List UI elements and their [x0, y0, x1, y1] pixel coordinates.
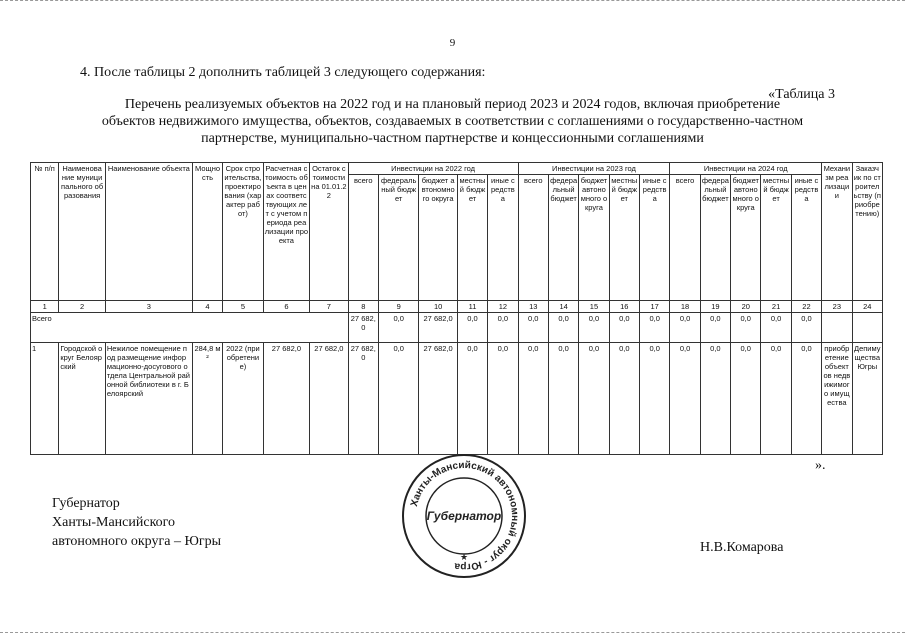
row-cell: 0,0	[639, 343, 669, 455]
group-2023-header: Инвестиции на 2023 год	[518, 163, 670, 175]
row-cell: Депимущества Югры	[852, 343, 883, 455]
sub-2023-local: местный бюджет	[609, 175, 639, 301]
row-cell: 27 682,0	[310, 343, 348, 455]
col-number: 14	[548, 301, 578, 313]
col-number: 19	[700, 301, 730, 313]
total-label: Всего	[31, 313, 349, 343]
top-scan-line	[0, 0, 905, 7]
col-num-header: № п/п	[31, 163, 59, 301]
title-line-1: Перечень реализуемых объектов на 2022 год и на плановый период 2023 и 2024 годов, включая приобретение	[124, 97, 781, 112]
col-term-header: Срок строительства, проектирования (характер работ)	[223, 163, 263, 301]
seal-center-text: Губернатор	[426, 509, 502, 523]
sub-2023-federal: федеральный бюджет	[548, 175, 578, 301]
objects-table	[30, 162, 883, 455]
total-cell: 0,0	[548, 313, 578, 343]
col-number: 18	[670, 301, 700, 313]
total-cell	[822, 313, 852, 343]
col-mechanism-header: Механизм реализации	[822, 163, 852, 301]
total-row	[31, 313, 883, 343]
header-row-1	[31, 163, 883, 175]
total-cell: 0,0	[700, 313, 730, 343]
col-number: 20	[731, 301, 761, 313]
col-number: 4	[192, 301, 222, 313]
row-cell: 0,0	[670, 343, 700, 455]
sub-2022-total: всего	[348, 175, 378, 301]
row-cell: 0,0	[609, 343, 639, 455]
total-cell: 0,0	[791, 313, 821, 343]
sub-2022-other: иные средства	[488, 175, 518, 301]
sub-2023-other: иные средства	[639, 175, 669, 301]
col-number: 5	[223, 301, 263, 313]
governor-line-1: Губернатор	[52, 496, 120, 511]
row-cell: 1	[31, 343, 59, 455]
col-number: 11	[457, 301, 487, 313]
row-cell: 0,0	[457, 343, 487, 455]
title-line-3: партнерстве, муниципально-частном партнерстве и концессионными соглашениями	[201, 131, 704, 146]
group-2022-header: Инвестиции на 2022 год	[348, 163, 518, 175]
sub-2024-federal: федеральный бюджет	[700, 175, 730, 301]
page-number: 9	[449, 37, 456, 49]
signer-name: Н.В.Комарова	[700, 540, 784, 555]
title-line-2: объектов недвижимого имущества, объектов, создаваемых в соответствии с соглашениями о государственно-частном	[101, 114, 804, 129]
row-cell: 27 682,0	[348, 343, 378, 455]
row-cell: 0,0	[488, 343, 518, 455]
sub-2023-total: всего	[518, 175, 548, 301]
row-cell: 2022 (приобретение)	[223, 343, 263, 455]
column-number-row	[31, 301, 883, 313]
col-number: 2	[59, 301, 106, 313]
row-cell: 0,0	[378, 343, 418, 455]
row-cell: 0,0	[761, 343, 791, 455]
row-cell: приобретение объектов недвижимого имущества	[822, 343, 852, 455]
governor-line-2: Ханты-Мансийского	[52, 515, 176, 530]
intro-text: 4. После таблицы 2 дополнить таблицей 3 следующего содержания:	[80, 65, 486, 80]
col-number: 16	[609, 301, 639, 313]
bottom-scan-line	[0, 632, 905, 633]
col-number: 23	[822, 301, 852, 313]
row-cell: 0,0	[731, 343, 761, 455]
col-cost-header: Расчетная стоимость объекта в ценах соответствующих лет с учетом периода реализации проекта	[263, 163, 310, 301]
seal-ring-text: Ханты-Мансийский автономный округ - Югра	[408, 459, 521, 573]
row-cell: 0,0	[579, 343, 609, 455]
total-cell: 0,0	[761, 313, 791, 343]
col-municipality-header: Наименование муниципального образования	[59, 163, 106, 301]
total-cell: 0,0	[609, 313, 639, 343]
row-cell: 0,0	[700, 343, 730, 455]
row-cell: 0,0	[791, 343, 821, 455]
col-number: 1	[31, 301, 59, 313]
total-cell: 0,0	[670, 313, 700, 343]
col-number: 6	[263, 301, 310, 313]
col-number: 24	[852, 301, 883, 313]
total-cell: 0,0	[639, 313, 669, 343]
official-seal	[400, 452, 528, 580]
total-cell: 0,0	[457, 313, 487, 343]
total-cell: 0,0	[518, 313, 548, 343]
col-number: 10	[419, 301, 457, 313]
table-row	[31, 343, 883, 455]
sub-2023-okrug: бюджет автономного округа	[579, 175, 609, 301]
col-number: 9	[378, 301, 418, 313]
col-number: 15	[579, 301, 609, 313]
sub-2022-local: местный бюджет	[457, 175, 487, 301]
total-cell: 0,0	[579, 313, 609, 343]
row-cell: Нежилое помещение под размещение информационно-досугового отдела Центральной районной библиотеки в г. Белоярский	[105, 343, 192, 455]
governor-line-3: автономного округа – Югры	[52, 534, 221, 549]
col-number: 17	[639, 301, 669, 313]
row-cell: 284,8 м²	[192, 343, 222, 455]
sub-2022-okrug: бюджет автономного округа	[419, 175, 457, 301]
total-cell: 27 682,0	[419, 313, 457, 343]
col-object-header: Наименование объекта	[105, 163, 192, 301]
total-cell: 0,0	[731, 313, 761, 343]
sub-2024-local: местный бюджет	[761, 175, 791, 301]
row-cell: Городской округ Белоярский	[59, 343, 106, 455]
sub-2024-total: всего	[670, 175, 700, 301]
row-cell: 27 682,0	[263, 343, 310, 455]
col-number: 13	[518, 301, 548, 313]
total-cell	[852, 313, 883, 343]
col-number: 21	[761, 301, 791, 313]
sub-2022-federal: федеральный бюджет	[378, 175, 418, 301]
row-cell: 27 682,0	[419, 343, 457, 455]
closing-quote: ».	[815, 458, 826, 473]
col-number: 8	[348, 301, 378, 313]
col-number: 3	[105, 301, 192, 313]
sub-2024-okrug: бюджет автономного округа	[731, 175, 761, 301]
col-capacity-header: Мощность	[192, 163, 222, 301]
total-cell: 0,0	[488, 313, 518, 343]
col-number: 22	[791, 301, 821, 313]
row-cell: 0,0	[518, 343, 548, 455]
total-cell: 0,0	[378, 313, 418, 343]
seal-star-icon: ★	[459, 552, 469, 562]
total-cell: 27 682,0	[348, 313, 378, 343]
col-number: 7	[310, 301, 348, 313]
sub-2024-other: иные средства	[791, 175, 821, 301]
col-customer-header: Заказчик по строительству (приобретению)	[852, 163, 883, 301]
col-remainder-header: Остаток стоимости на 01.01.22	[310, 163, 348, 301]
col-number: 12	[488, 301, 518, 313]
row-cell: 0,0	[548, 343, 578, 455]
table-reference: «Таблица 3	[768, 87, 835, 102]
group-2024-header: Инвестиции на 2024 год	[670, 163, 822, 175]
